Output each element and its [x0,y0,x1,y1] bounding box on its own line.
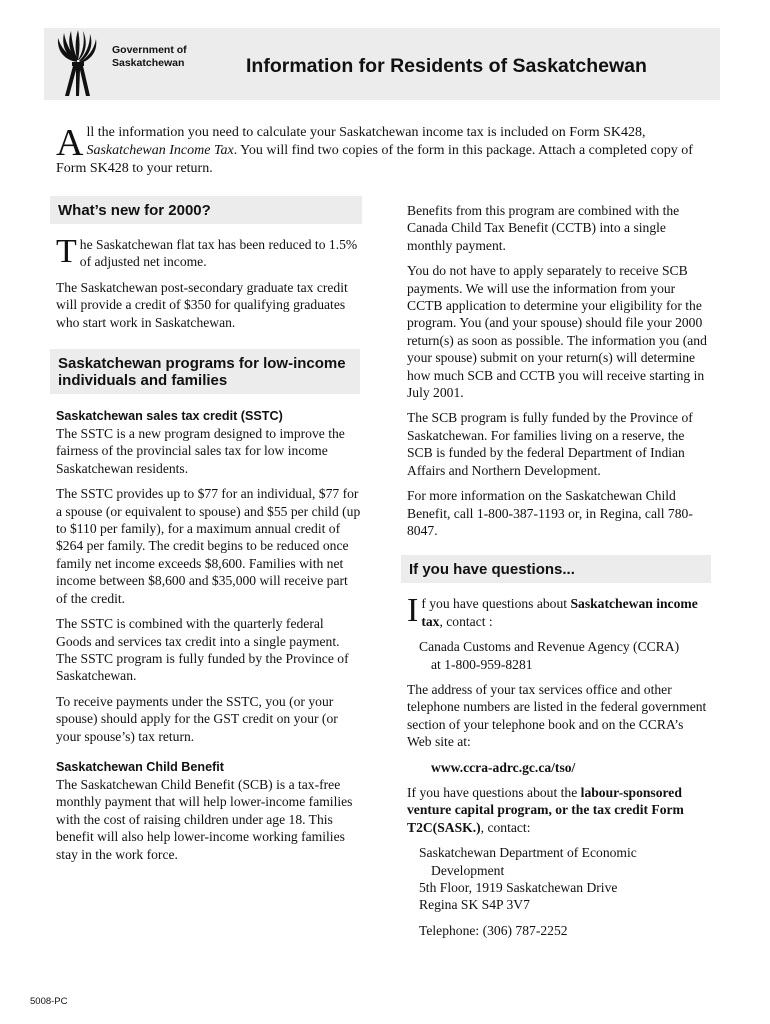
scb-paragraph-3: You do not have to apply separately to receive SCB payments. We will use the information from your CCTB application to determine your eligibility for the program. You (and your spouse) should file your 2000 return(s) as soon as possible. The information you (and your spouse) submit on your return(s) will determine how much SCB and CCTB you will receive starting in July 2001. [407,263,707,401]
questions-bold: Saskatchewan income tax [421,596,698,629]
intro-dropcap: A [56,122,84,164]
gov-line-2: Saskatchewan [112,57,185,69]
scb-paragraph-5: For more information on the Saskatchewan Child Benefit, call 1-800-387-1193 or, in Regina, call 780-8047. [407,488,693,538]
whats-new-heading: What’s new for 2000? [50,196,362,224]
address-paragraph: The address of your tax services office and other telephone numbers are listed in the federal government section of your telephone book and on the CCRA’s Web site at: [407,681,707,750]
wheat-sheaf-logo-icon [52,30,102,98]
ccra-contact [407,638,711,673]
labour-text-2: , contact: [480,819,531,835]
sstc-heading: Saskatchewan sales tax credit (SSTC) [56,409,283,424]
flat-tax-text: he Saskatchewan flat tax has been reduced to 1.5% of adjusted net income. [79,237,358,270]
right-column [407,202,711,947]
questions-heading: If you have questions... [401,555,711,583]
sstc-paragraph-2: The SSTC provides up to $77 for an individual, $77 for a spouse (or equivalent to spouse) and $55 per child (up to $110 per family), for a maximum annual credit of $264 per family. The credit begins to be reduced once family net income exceeds $8,600. Families with net income between $8,600 and $35,000 will receive part of the credit. [56,486,361,606]
graduate-credit-paragraph: The Saskatchewan post-secondary graduate tax credit will provide a credit of $350 for qualifying graduates who start work in Saskatchewan. [56,279,348,330]
questions-dropcap: I [407,592,419,630]
scb-paragraph-2: Benefits from this program are combined with the Canada Child Tax Benefit (CCTB) into a single monthly payment. [407,203,680,253]
programs-heading: Saskatchewan programs for low-income individuals and families [50,349,360,394]
labour-paragraph [407,784,711,836]
form-code: 5008-PC [30,996,68,1007]
dept-address-1: 5th Floor, 1919 Saskatchewan Drive [419,880,618,895]
intro-form-name: Saskatchewan Income Tax [86,143,234,158]
dept-line-2: Development [431,862,505,878]
left-column [56,196,362,871]
intro-text-1: ll the information you need to calculate your Saskatchewan income tax is included on Form SK428, [86,125,646,140]
dept-line-1: Saskatchewan Department of Economic [419,845,637,861]
dept-phone: Telephone: (306) 787-2252 [419,922,568,938]
flat-tax-dropcap: T [56,233,77,270]
flat-tax-paragraph [56,233,362,271]
questions-intro [407,592,711,630]
intro-paragraph [56,124,706,178]
scb-paragraph-4: The SCB program is fully funded by the Province of Saskatchewan. For families living on a reserve, the SCB is funded by the federal Department of Indian Affairs and Northern Development. [407,410,693,478]
scb-paragraph-1: The Saskatchewan Child Benefit (SCB) is a tax-free monthly payment that will help lower-income families with the cost of raising children under age 18. This benefit will also help lower-income working families stay in the work force. [56,776,353,862]
intro-text-2: . You will find two copies of the form in this package. Attach a completed copy of Form SK428 to your return. [56,143,693,176]
sstc-paragraph-4: To receive payments under the SSTC, you (or your spouse) should apply for the GST credit on your (or your spouse’s) tax return. [56,693,338,744]
dept-address-2: Regina SK S4P 3V7 [419,897,530,913]
sstc-paragraph-1: The SSTC is a new program designed to improve the fairness of the provincial sales tax for low income Saskatchewan residents. [56,426,345,476]
scb-heading: Saskatchewan Child Benefit [56,759,224,774]
questions-text-1: f you have questions about [421,596,571,612]
gov-line-1: Government of [112,44,187,56]
page-title: Information for Residents of Saskatchewan [246,55,647,77]
ccra-name: Canada Customs and Revenue Agency (CCRA) [419,639,680,655]
labour-text-1: If you have questions about the [407,784,581,800]
government-name [112,44,187,70]
ccra-website-link[interactable]: www.ccra-adrc.gc.ca/tso/ [431,759,576,775]
page-header [44,28,720,100]
ccra-phone: at 1-800-959-8281 [431,656,533,672]
labour-bold: labour-sponsored venture capital program, or the tax credit Form T2C(SASK.) [407,784,684,835]
department-contact [407,844,711,914]
sstc-paragraph-3: The SSTC is combined with the quarterly federal Goods and services tax credit into a single payment. The SSTC program is fully funded by the Province of Saskatchewan. [56,616,349,684]
questions-text-2: , contact : [439,613,493,629]
